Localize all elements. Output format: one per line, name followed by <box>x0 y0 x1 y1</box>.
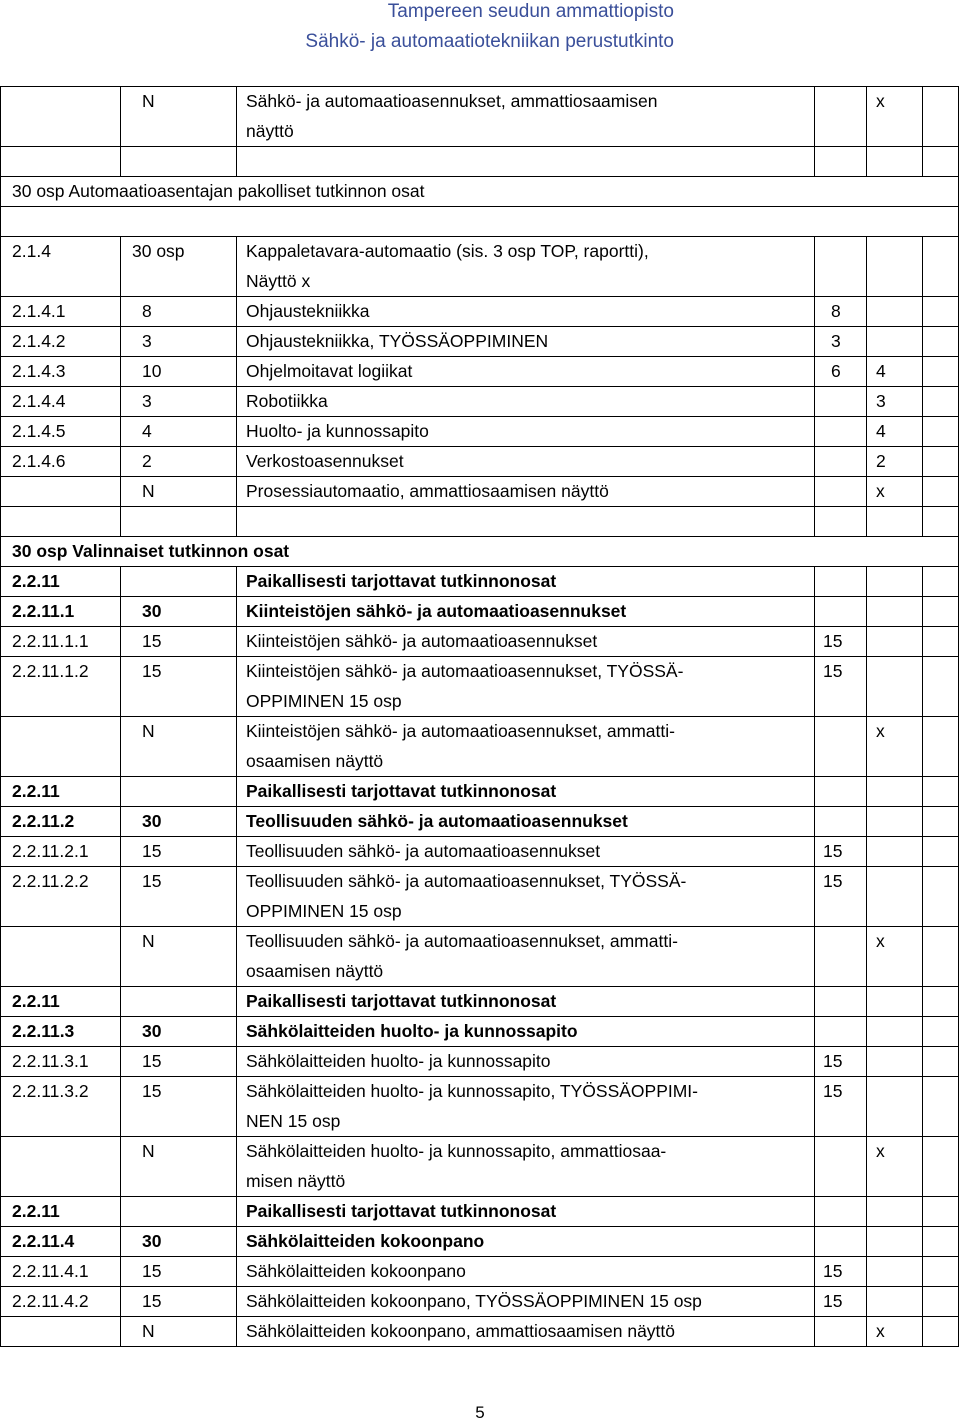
cell-value-a: 15 <box>823 1261 843 1281</box>
cell-name: Sähkö- ja automaatioasennukset, ammattiosaamisen <box>246 91 658 111</box>
cell-code: 2.2.11 <box>12 1201 60 1221</box>
cell-code: 2.2.11 <box>12 571 60 591</box>
cell-osp: 15 <box>142 1291 162 1311</box>
cell-name: OPPIMINEN 15 osp <box>246 691 402 711</box>
cell-code: 2.2.11.2.1 <box>12 841 89 861</box>
cell-name: Robotiikka <box>246 391 328 411</box>
cell-name: misen näyttö <box>246 1171 346 1191</box>
cell-osp: 3 <box>142 391 152 411</box>
cell-osp: N <box>142 1321 155 1341</box>
cell-value-b: x <box>876 721 885 741</box>
cell-code: 2.1.4.5 <box>12 421 66 441</box>
cell-osp: 15 <box>142 1051 162 1071</box>
cell-name: Kappaletavara-automaatio (sis. 3 osp TOP, raportti), <box>246 241 649 261</box>
cell-code: 2.1.4 <box>12 241 51 261</box>
cell-value-a: 6 <box>831 361 841 381</box>
cell-name: Paikallisesti tarjottavat tutkinnonosat <box>246 1201 557 1221</box>
cell-name: OPPIMINEN 15 osp <box>246 901 402 921</box>
cell-osp: 15 <box>142 841 162 861</box>
cell-code: 2.2.11.4.1 <box>12 1261 89 1281</box>
cell-name: Teollisuuden sähkö- ja automaatioasennukset <box>246 841 601 861</box>
cell-name: Paikallisesti tarjottavat tutkinnonosat <box>246 991 557 1011</box>
cell-osp: 2 <box>142 451 152 471</box>
cell-name: Huolto- ja kunnossapito <box>246 421 429 441</box>
cell-code: 2.2.11.3 <box>12 1021 75 1041</box>
cell-name: Sähkölaitteiden kokoonpano <box>246 1231 485 1251</box>
section-heading: 30 osp Valinnaiset tutkinnon osat <box>12 541 290 561</box>
cell-osp: 15 <box>142 871 162 891</box>
section-heading: 30 osp Automaatioasentajan pakolliset tutkinnon osat <box>12 181 425 201</box>
cell-value-b: x <box>876 1321 885 1341</box>
cell-value-b: 3 <box>876 391 886 411</box>
cell-osp: 15 <box>142 661 162 681</box>
cell-value-a: 15 <box>823 1291 843 1311</box>
header-institution: Tampereen seudun ammattiopisto <box>387 1 674 22</box>
cell-name: Sähkölaitteiden huolto- ja kunnossapito <box>246 1051 551 1071</box>
study-plan-table <box>0 86 959 1354</box>
cell-osp: 30 osp <box>132 241 185 261</box>
cell-code: 2.2.11.1.2 <box>12 661 89 681</box>
cell-name: osaamisen näyttö <box>246 751 384 771</box>
cell-code: 2.1.4.6 <box>12 451 66 471</box>
cell-code: 2.2.11 <box>12 781 60 801</box>
header-degree: Sähkö- ja automaatiotekniikan perustutkinto <box>305 31 674 52</box>
cell-value-b: x <box>876 931 885 951</box>
cell-value-a: 15 <box>823 631 843 651</box>
cell-name: Paikallisesti tarjottavat tutkinnonosat <box>246 571 557 591</box>
cell-value-a: 15 <box>823 661 843 681</box>
cell-osp: N <box>142 931 155 951</box>
cell-code: 2.1.4.4 <box>12 391 66 411</box>
cell-osp: 30 <box>142 601 162 621</box>
cell-name: Kiinteistöjen sähkö- ja automaatioasennukset, TYÖSSÄ- <box>246 661 684 681</box>
cell-code: 2.2.11.3.2 <box>12 1081 89 1101</box>
cell-value-b: 2 <box>876 451 886 471</box>
cell-name: Sähkölaitteiden kokoonpano <box>246 1261 466 1281</box>
cell-value-b: x <box>876 1141 885 1161</box>
cell-name: NEN 15 osp <box>246 1111 341 1131</box>
cell-code: 2.1.4.2 <box>12 331 66 351</box>
cell-name: Teollisuuden sähkö- ja automaatioasennukset, ammatti- <box>246 931 678 951</box>
cell-osp: 15 <box>142 1081 162 1101</box>
cell-code: 2.2.11 <box>12 991 60 1011</box>
cell-name: osaamisen näyttö <box>246 961 384 981</box>
cell-osp: 8 <box>142 301 152 321</box>
cell-code: 2.2.11.4.2 <box>12 1291 89 1311</box>
cell-code: 2.1.4.1 <box>12 301 66 321</box>
cell-code: 2.2.11.3.1 <box>12 1051 89 1071</box>
cell-code: 2.2.11.2.2 <box>12 871 89 891</box>
cell-value-b: 4 <box>876 421 886 441</box>
cell-name: Teollisuuden sähkö- ja automaatioasennukset <box>246 811 628 831</box>
cell-name: Ohjaustekniikka <box>246 301 370 321</box>
cell-name: Sähkölaitteiden huolto- ja kunnossapito, ammattiosaa- <box>246 1141 667 1161</box>
cell-value-b: 4 <box>876 361 886 381</box>
cell-code: 2.1.4.3 <box>12 361 66 381</box>
cell-name: Kiinteistöjen sähkö- ja automaatioasennukset <box>246 601 627 621</box>
cell-name: Näyttö x <box>246 271 311 291</box>
cell-value-a: 15 <box>823 1051 843 1071</box>
cell-name: Paikallisesti tarjottavat tutkinnonosat <box>246 781 557 801</box>
cell-code: 2.2.11.2 <box>12 811 75 831</box>
cell-osp: N <box>142 481 155 501</box>
cell-name: näyttö <box>246 121 294 141</box>
cell-name: Verkostoasennukset <box>246 451 404 471</box>
cell-value-a: 15 <box>823 841 843 861</box>
cell-value-a: 15 <box>823 871 843 891</box>
cell-osp: 30 <box>142 1021 162 1041</box>
cell-value-b: x <box>876 91 885 111</box>
cell-name: Sähkölaitteiden kokoonpano, TYÖSSÄOPPIMINEN 15 osp <box>246 1291 702 1311</box>
cell-osp: 4 <box>142 421 152 441</box>
cell-osp: 3 <box>142 331 152 351</box>
cell-name: Prosessiautomaatio, ammattiosaamisen näyttö <box>246 481 609 501</box>
cell-name: Ohjaustekniikka, TYÖSSÄOPPIMINEN <box>246 331 549 351</box>
page-number: 5 <box>475 1403 485 1422</box>
cell-name: Ohjelmoitavat logiikat <box>246 361 413 381</box>
cell-code: 2.2.11.4 <box>12 1231 75 1251</box>
cell-osp: N <box>142 721 155 741</box>
cell-osp: 15 <box>142 1261 162 1281</box>
cell-osp: 10 <box>142 361 162 381</box>
cell-name: Sähkölaitteiden huolto- ja kunnossapito, TYÖSSÄOPPIMI- <box>246 1081 699 1101</box>
cell-code: 2.2.11.1 <box>12 601 75 621</box>
cell-value-a: 3 <box>831 331 841 351</box>
cell-name: Teollisuuden sähkö- ja automaatioasennukset, TYÖSSÄ- <box>246 871 687 891</box>
cell-osp: N <box>142 91 155 111</box>
cell-value-b: x <box>876 481 885 501</box>
cell-name: Kiinteistöjen sähkö- ja automaatioasennukset <box>246 631 598 651</box>
cell-value-a: 15 <box>823 1081 843 1101</box>
cell-osp: 30 <box>142 811 162 831</box>
cell-name: Kiinteistöjen sähkö- ja automaatioasennukset, ammatti- <box>246 721 675 741</box>
cell-value-a: 8 <box>831 301 841 321</box>
cell-name: Sähkölaitteiden huolto- ja kunnossapito <box>246 1021 578 1041</box>
cell-osp: 30 <box>142 1231 162 1251</box>
cell-osp: 15 <box>142 631 162 651</box>
cell-code: 2.2.11.1.1 <box>12 631 89 651</box>
cell-osp: N <box>142 1141 155 1161</box>
cell-name: Sähkölaitteiden kokoonpano, ammattiosaamisen näyttö <box>246 1321 676 1341</box>
